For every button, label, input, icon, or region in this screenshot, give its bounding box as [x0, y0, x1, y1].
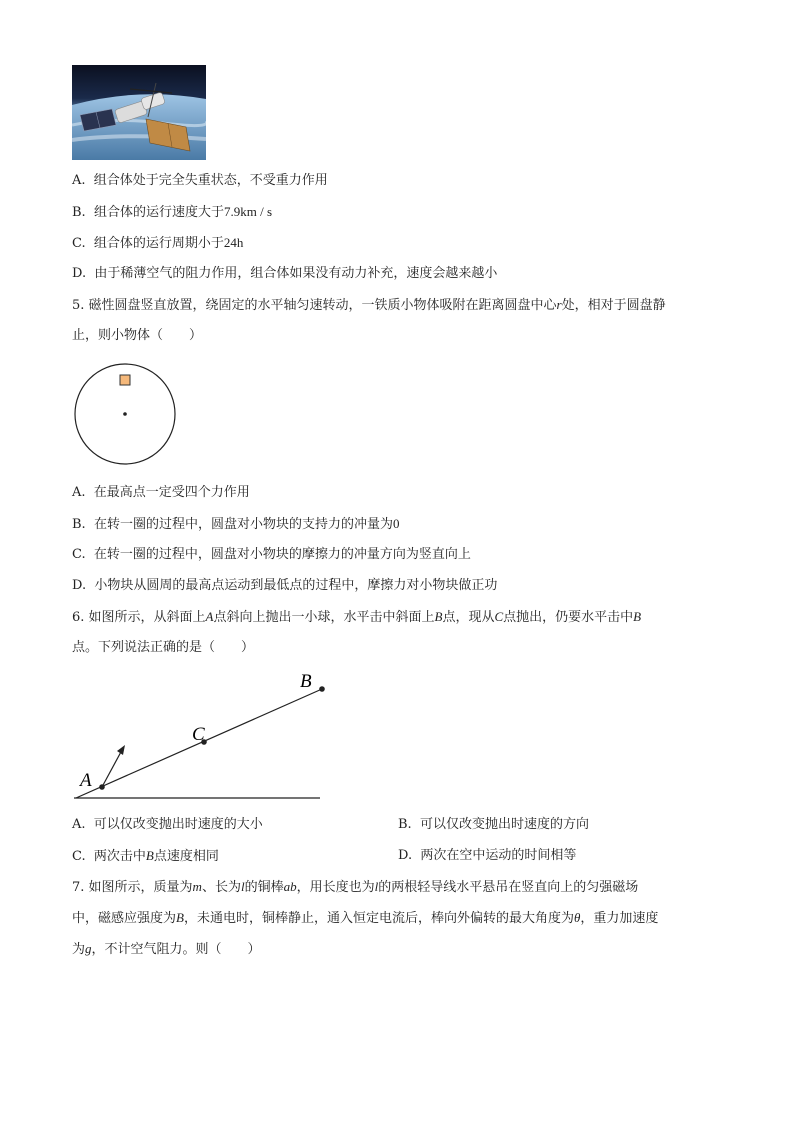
- option-text: 可以仅改变抛出时速度的大小: [93, 817, 263, 832]
- q7-stem-line3: [72, 941, 261, 958]
- stem-text: ，用长度也为: [296, 880, 375, 895]
- option-text: 可以仅改变抛出时速度的方向: [419, 817, 589, 832]
- q5-option-c: [72, 547, 471, 563]
- var-theta: θ: [573, 910, 581, 925]
- option-letter: C.: [72, 849, 86, 864]
- q7-stem-line2: [72, 910, 658, 927]
- label-a: A: [80, 770, 92, 791]
- stem-text: 处，相对于圆盘静: [561, 298, 666, 313]
- satellite-photo: [72, 65, 206, 160]
- q6-stem-line1: [72, 609, 641, 626]
- option-letter: D.: [72, 578, 87, 593]
- stem-text: 中，磁感应强度为: [72, 911, 177, 926]
- q5-option-a: [72, 485, 250, 501]
- var-B: B: [145, 848, 154, 863]
- q5-option-d: [72, 578, 497, 594]
- option-text: 两次击中: [93, 849, 146, 864]
- stem-text: ，不计空气阻力。则（ ）: [91, 942, 261, 957]
- option-text: 组合体处于完全失重状态，不受重力作用: [93, 173, 328, 188]
- stem-text: 、长为: [201, 880, 241, 895]
- option-letter: D.: [398, 848, 413, 863]
- stem-text: ，重力加速度: [580, 911, 659, 926]
- q4-option-a: [72, 173, 328, 189]
- satellite-illustration: [72, 65, 206, 160]
- option-letter: C.: [72, 547, 86, 562]
- stem-text: 为: [72, 942, 86, 957]
- stem-text: ，未通电时，铜棒静止，通入恒定电流后，棒向外偏转的最大角度为: [183, 911, 574, 926]
- option-letter: B.: [72, 205, 86, 220]
- option-value: 0: [392, 516, 400, 531]
- option-letter: C.: [72, 236, 86, 251]
- q6-option-d: [398, 848, 576, 864]
- option-letter: A.: [72, 485, 86, 500]
- q7-stem-line1: [72, 879, 638, 896]
- stem-text: 点，现从: [442, 610, 495, 625]
- var-C: C: [494, 609, 504, 624]
- stem-text: 止，则小物体（ ）: [72, 328, 203, 343]
- option-letter: B.: [72, 517, 86, 532]
- var-ab: ab: [283, 879, 297, 894]
- stem-text: 5. 磁性圆盘竖直放置，绕固定的水平轴匀速转动，一铁质小物体吸附在距离圆盘中心: [72, 298, 557, 313]
- var-r: r: [556, 297, 562, 312]
- q5-option-b: [72, 516, 399, 533]
- option-text: 在转一圈的过程中，圆盘对小物块的摩擦力的冲量方向为竖直向上: [93, 547, 471, 562]
- q6-stem-line2: [72, 640, 254, 656]
- var-l: l: [374, 879, 379, 894]
- q6-option-a: [72, 817, 263, 833]
- q6-incline-figure: [70, 668, 330, 804]
- option-letter: B.: [398, 817, 412, 832]
- q5-stem-line2: [72, 328, 202, 344]
- var-l: l: [240, 879, 245, 894]
- var-m: m: [192, 879, 202, 894]
- option-value: 24h: [223, 235, 244, 250]
- iron-block: [120, 375, 130, 385]
- var-B: B: [176, 910, 184, 925]
- q6-option-c: [72, 848, 219, 865]
- q5-stem-line1: [72, 297, 666, 314]
- option-text: 在最高点一定受四个力作用: [93, 485, 250, 500]
- velocity-arrow-head: [117, 745, 125, 755]
- option-text: 点速度相同: [153, 849, 219, 864]
- option-text: 两次在空中运动的时间相等: [420, 848, 577, 863]
- label-b: B: [300, 671, 312, 692]
- option-text: 由于稀薄空气的阻力作用，组合体如果没有动力补充，速度会越来越小: [94, 266, 498, 281]
- stem-text: 点。下列说法正确的是（ ）: [72, 640, 255, 655]
- stem-text: 的两根轻导线水平悬吊在竖直向上的匀强磁场: [378, 880, 639, 895]
- q4-option-b: [72, 204, 272, 221]
- stem-text: 6. 如图所示，从斜面上: [72, 610, 206, 625]
- option-text: 在转一圈的过程中，圆盘对小物块的支持力的冲量为: [93, 517, 393, 532]
- var-B: B: [434, 609, 443, 624]
- option-text: 小物块从圆周的最高点运动到最低点的过程中，摩擦力对小物块做正功: [94, 578, 498, 593]
- stem-text: 7. 如图所示，质量为: [72, 880, 193, 895]
- label-c: C: [192, 724, 205, 745]
- var-g: g: [85, 941, 92, 956]
- var-A: A: [205, 609, 214, 624]
- q5-disc-figure: [70, 362, 180, 472]
- stem-text: 点抛出，仍要水平击中: [503, 610, 634, 625]
- option-letter: A.: [72, 173, 86, 188]
- q4-option-c: [72, 235, 243, 252]
- option-letter: A.: [72, 817, 86, 832]
- option-text: 组合体的运行周期小于: [93, 236, 224, 251]
- stem-text: 的铜棒: [244, 880, 284, 895]
- q4-option-d: [72, 266, 497, 282]
- option-text: 组合体的运行速度大于: [93, 205, 224, 220]
- var-B: B: [633, 609, 642, 624]
- disc-center-dot: [123, 412, 127, 416]
- option-value: 7.9km / s: [223, 204, 273, 219]
- point-b-dot: [319, 686, 325, 692]
- q6-option-b: [398, 817, 589, 833]
- option-letter: D.: [72, 266, 87, 281]
- stem-text: 点斜向上抛出一小球，水平击中斜面上: [213, 610, 435, 625]
